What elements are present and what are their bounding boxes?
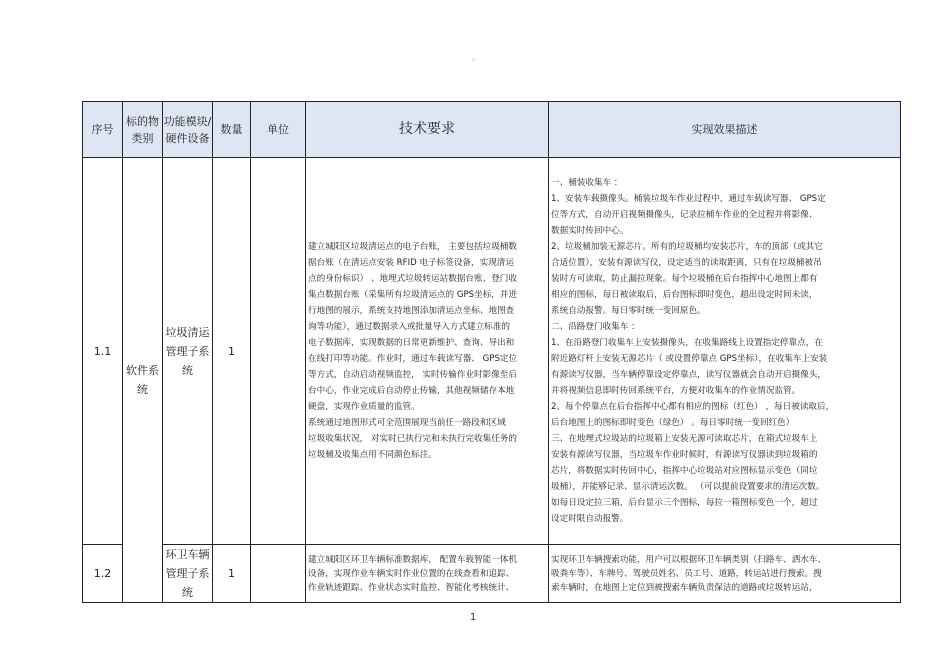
text-line: 询等功能），通过数据录入或批量导入方式建立标准的 [308,322,510,332]
text-line: 相应的图标，每日被读取后，后台图标即时变色，超出设定时间未读， [551,290,818,300]
text-line: 后台地图上的图标即时变色（绿色） 。每日零时统一变回红色） [551,418,795,428]
text-line: 三、在地埋式垃圾站的垃圾箱上安装无源可读取芯片，在箱式垃圾车上 [551,434,818,444]
row2-unit [251,545,306,603]
row2-effect [549,545,901,603]
text-line: 等方式，自动启动视频监控， 实时传输作业时影像至后 [308,370,517,380]
text-line: 垃圾收集状况， 对实时已执行完和未执行完收集任务的 [308,434,517,444]
text-line: 硬盘，实现作业质量的监管。 [308,402,420,412]
row1-effect [549,158,901,545]
row1-seq: 1.1 [83,158,123,545]
text-line: 吸粪车等）、车牌号、驾驶员姓名、员工号、道路，转运站进行搜索。搜 [551,568,822,579]
text-line: 系统自动报警。每日零时统一变回原色。 [551,306,706,316]
text-line: 垃圾桶及收集点用不同颜色标注。 [308,450,437,460]
text-line: 装时方可读取，防止漏拉现象。每个垃圾桶在后台指挥中心地图上都有 [551,274,818,284]
text-line: 系统通过地图形式可全范围展现当前任一路段和区域 [308,418,506,428]
text-line: 圾桶），并能够记录、显示清运次数。 （可以提前设置要求的清运次数。 [551,482,825,492]
header-tech: 技术要求 [306,102,549,158]
text-line: 集点数据台账（采集所有垃圾清运点的 GPS坐标，并进 [308,290,518,300]
text-line: 行地图的展示，系统支持地图添加清运点坐标、地图查 [308,306,515,316]
text-line: 如每日设定拉三箱，后台显示三个图标，每拉一箱图标变色一个，超过 [551,498,818,508]
text-line: 电子数据库，实现数据的日常更新维护、查询、导出和 [308,338,515,348]
header-row [83,102,901,158]
requirements-table [82,101,901,603]
header-unit: 单位 [251,102,306,158]
text-line: 作业轨迹跟踪、作业状态实时监控、智能化考核统计、 [308,582,515,593]
text-line: 台中心，作业完成后自动停止传输，其他视频储存本地 [308,386,515,396]
row1-qty: 1 [213,158,251,545]
top-mark: 。 [472,53,482,63]
header-category: 标的物类别 [123,102,163,158]
header-seq: 序号 [83,102,123,158]
text-line: 附近路灯杆上安装无源芯片（ 或设置停靠点 GPS坐标），在收集车上安装 [551,354,828,364]
row2-qty: 1 [213,545,251,603]
header-module: 功能模块/硬件设备 [163,102,213,158]
row2-tech [306,545,549,603]
text-line: 实现环卫车辆搜索功能，用户可以根据环卫车辆类别（扫路车、洒水车、 [551,554,827,565]
row1-category: 软件系统 [123,158,163,603]
text-line: 安装有源读写仪器，当垃圾车作业时候时，有源读写仪器读到垃圾箱的 [551,450,818,460]
text-line: 合适位置），安装有源读写仪，设定适当的读取距离，只有在垃圾桶被吊 [551,258,822,268]
text-line: 索车辆时，在地图上定位到被搜索车辆负责保洁的道路或垃圾转运站， [551,582,818,593]
table-row [83,545,901,603]
text-line: 点的身份标识） 、地埋式垃圾转运站数据台账、登门收 [308,274,517,284]
text-line: 设备，实现作业车辆实时作业位置的在线查看和追踪、 [308,568,515,579]
text-line: 一、桶装收集车 ： [551,178,623,188]
row1-module: 垃圾清运管理子系统 [163,158,213,545]
text-line: 建立城阳区垃圾清运点的电子台账， 主要包括垃圾桶数 [308,242,517,252]
text-line: 并将视频信息即时传回系统平台，方便对收集车的作业情况监管。 [551,386,801,396]
header-effect: 实现效果描述 [549,102,901,158]
row1-tech [306,158,549,545]
text-line: 有源读写仪器，当车辆停靠设定停靠点，读写仪器就会自动开启摄像头， [551,370,827,380]
text-line: 在线打印等功能。作业时，通过车载读写器、 GPS定位 [308,354,518,364]
header-qty: 数量 [213,102,251,158]
text-line: 建立城阳区环卫车辆标准数据库， 配置车载智能一体机 [308,554,517,565]
text-line: 2、每个停靠点在后台指挥中心都有相应的图标（红色） ，每日被读取后， [551,402,835,412]
table-row [83,158,901,545]
text-line: 芯片，将数据实时传回中心，指挥中心垃圾站对应图标显示变色（同垃 [551,466,818,476]
row2-seq: 1.2 [83,545,123,603]
text-line: 1、在沿路登门收集车上安装摄像头，在收集路线上设置指定停靠点，在 [551,338,823,348]
row2-module: 环卫车辆管理子系统 [163,545,213,603]
text-line: 1、安装车载摄像头。桶装垃圾车作业过程中，通过车载读写器、 GPS定 [551,194,826,204]
text-line: 位等方式，自动开启视频摄像头，记录拉桶车作业的全过程并将影像、 [551,210,818,220]
text-line: 数据实时传回中心。 [551,226,629,236]
row1-unit [251,158,306,545]
text-line: 据台账（在清运点安装 RFID 电子标签设备，实现清运 [308,258,514,268]
page-number: 1 [470,612,477,623]
text-line: 2、垃圾桶加装无源芯片。所有的垃圾桶均安装芯片，车的顶部（或其它 [551,242,823,252]
text-line: 设定时限自动报警。 [551,514,629,524]
text-line: 二、沿路登门收集车 ： [551,322,640,332]
